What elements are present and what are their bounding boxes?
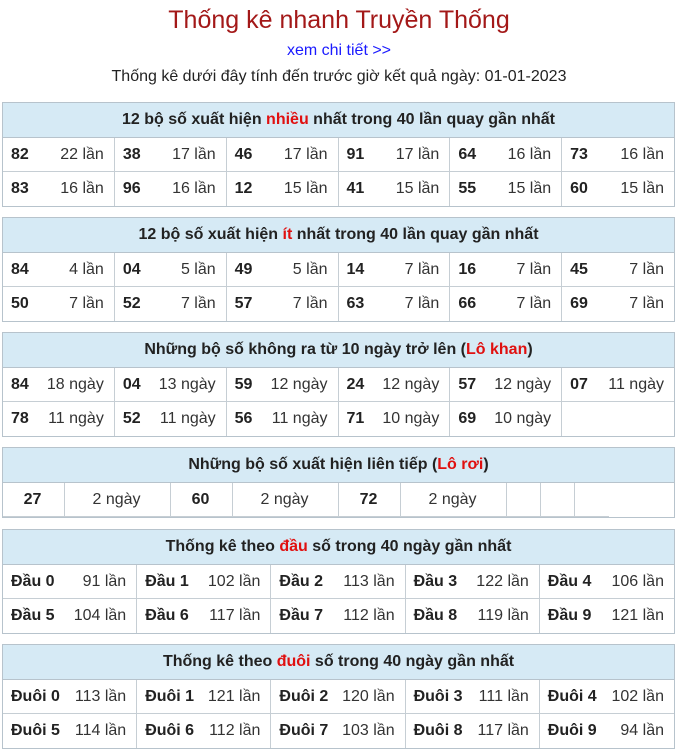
stat-value: 17 lần (283, 145, 328, 163)
stat-cell (339, 368, 451, 402)
head-digit-grid (3, 565, 674, 633)
stat-value: 18 ngày (46, 375, 104, 393)
stat-key: Đầu 1 (145, 572, 189, 590)
stat-value: 10 ngày (382, 410, 440, 427)
roi-value: 2 ngày (401, 483, 507, 517)
stat-key: Đầu 4 (547, 572, 592, 590)
stat-key: 55 (458, 180, 477, 197)
stat-value: 122 lần (476, 572, 529, 590)
stat-cell (406, 565, 540, 599)
stat-cell (562, 172, 674, 206)
stat-value: 7 lần (69, 295, 104, 312)
stat-key: 04 (122, 375, 141, 393)
stat-value: 17 lần (395, 145, 440, 163)
stat-value: 102 lần (611, 687, 664, 705)
stat-cell (540, 714, 674, 748)
stat-cell (115, 138, 227, 172)
stat-cell (115, 172, 227, 206)
stat-key: Đầu 8 (413, 607, 458, 624)
stat-key: 63 (346, 295, 365, 312)
stat-cell (3, 138, 115, 172)
stat-cell (3, 253, 115, 287)
stat-key: 57 (234, 295, 253, 312)
roi-key: 27 (3, 483, 65, 517)
stat-key: 49 (234, 260, 253, 278)
stat-key: 38 (122, 145, 141, 163)
stat-cell (339, 287, 451, 321)
stat-value: 13 ngày (158, 375, 216, 393)
stat-key: 78 (11, 410, 29, 427)
empty-cell (541, 483, 575, 517)
stat-key: 56 (234, 410, 253, 427)
stat-cell (339, 402, 451, 436)
stat-value: 121 lần (611, 607, 664, 624)
stat-key: Đầu 0 (11, 572, 55, 590)
roi-value: 2 ngày (65, 483, 171, 517)
stat-value: 12 ngày (382, 375, 440, 393)
stat-key: 45 (570, 260, 588, 278)
stat-value: 114 lần (74, 722, 127, 739)
stat-value: 7 lần (180, 295, 216, 312)
lo-roi-grid (3, 483, 674, 517)
stat-cell (115, 368, 227, 402)
stat-cell (450, 253, 562, 287)
stat-key: 59 (234, 375, 253, 393)
stat-value: 10 ngày (494, 410, 552, 427)
stat-key: Đầu 9 (547, 607, 592, 624)
lo-roi-header: Những bộ số xuất hiện liên tiếp (Lô rơi) (3, 448, 674, 483)
stat-value: 15 lần (283, 180, 328, 197)
stat-key: 64 (458, 145, 477, 163)
stat-value: 117 lần (477, 722, 529, 739)
stat-key: Đầu 6 (145, 607, 189, 624)
stat-key: 96 (122, 180, 141, 197)
stat-value: 121 lần (207, 687, 261, 705)
stat-key: 83 (11, 180, 29, 197)
stat-key: 91 (346, 145, 365, 163)
stat-value: 16 lần (172, 180, 216, 197)
stat-cell (339, 253, 451, 287)
stat-value: 15 lần (507, 180, 552, 197)
stat-key: 84 (11, 375, 29, 393)
stat-value: 113 lần (74, 687, 127, 705)
stat-cell (271, 714, 405, 748)
stat-cell (450, 287, 562, 321)
stat-cell (115, 287, 227, 321)
roi-key: 72 (339, 483, 401, 517)
stat-key: Đầu 2 (279, 572, 323, 590)
stat-cell (450, 368, 562, 402)
stat-value: 112 lần (343, 607, 395, 624)
stat-cell (227, 172, 339, 206)
stat-key: 60 (570, 180, 588, 197)
stat-value: 15 lần (395, 180, 440, 197)
least-frequent-section (2, 217, 675, 322)
lo-roi-section (2, 447, 675, 518)
stat-key: Đuôi 5 (11, 722, 60, 739)
stat-value: 7 lần (404, 260, 440, 278)
lo-khan-section (2, 332, 675, 437)
stat-key: 16 (458, 260, 477, 278)
page-title: Thống kê nhanh Truyền Thống (168, 6, 510, 34)
tail-digit-section (2, 644, 675, 749)
stat-cell (227, 368, 339, 402)
stat-key: 71 (346, 410, 365, 427)
stat-cell (137, 714, 271, 748)
stat-key: 66 (458, 295, 477, 312)
stat-key: 52 (122, 295, 141, 312)
stat-cell (562, 138, 674, 172)
stat-cell (3, 565, 137, 599)
stat-value: 111 lần (478, 687, 529, 705)
stat-key: 69 (570, 295, 588, 312)
stat-key: Đuôi 7 (279, 722, 329, 739)
stat-key: 14 (346, 260, 365, 278)
stat-key: Đuôi 3 (413, 687, 463, 705)
stat-key: 50 (11, 295, 29, 312)
stat-value: 22 lần (60, 145, 104, 163)
stat-key: 69 (458, 410, 477, 427)
stat-value: 17 lần (172, 145, 216, 163)
stat-cell (562, 287, 674, 321)
stat-value: 11 ngày (159, 410, 216, 427)
stat-cell (3, 680, 137, 714)
stat-key: 04 (122, 260, 141, 278)
stat-key: Đuôi 4 (547, 687, 597, 705)
stat-value: 7 lần (629, 260, 664, 278)
stat-cell (271, 599, 405, 633)
stat-cell (137, 680, 271, 714)
stat-cell (562, 253, 674, 287)
stat-value: 104 lần (73, 607, 127, 624)
stat-value: 7 lần (404, 295, 440, 312)
stat-cell (540, 599, 674, 633)
stat-cell (339, 172, 451, 206)
most-frequent-header: 12 bộ số xuất hiện nhiều nhất trong 40 lần quay gần nhất (3, 103, 674, 138)
stat-cell (115, 253, 227, 287)
stat-cell (137, 565, 271, 599)
stat-value: 106 lần (611, 572, 664, 590)
stat-value: 16 lần (507, 145, 552, 163)
stat-key: 46 (234, 145, 253, 163)
stat-value: 12 ngày (494, 375, 552, 393)
stat-key: Đuôi 9 (547, 722, 597, 739)
view-details-link[interactable]: xem chi tiết >> (286, 42, 392, 59)
stat-value: 7 lần (629, 295, 664, 312)
stat-key: 73 (570, 145, 588, 163)
stat-value: 5 lần (292, 260, 328, 278)
stat-cell (3, 287, 115, 321)
stat-value: 113 lần (343, 572, 395, 590)
date-note: Thống kê dưới đây tính đến trước giờ kết quả ngày: 01-01-2023 (111, 68, 567, 85)
most-frequent-section (2, 102, 675, 207)
stat-cell (406, 714, 540, 748)
stat-cell (227, 138, 339, 172)
least-frequent-header: 12 bộ số xuất hiện ít nhất trong 40 lần quay gần nhất (3, 218, 674, 253)
stat-value: 7 lần (516, 295, 552, 312)
head-digit-header: Thống kê theo đầu số trong 40 ngày gần nhất (3, 530, 674, 565)
stat-cell (227, 287, 339, 321)
stat-cell (540, 680, 674, 714)
stat-cell (540, 565, 674, 599)
stat-cell (450, 402, 562, 436)
stat-value: 12 ngày (270, 375, 328, 393)
head-digit-section (2, 529, 675, 634)
stat-key: Đầu 7 (279, 607, 323, 624)
stat-key: 57 (458, 375, 477, 393)
stat-key: Đuôi 2 (279, 687, 329, 705)
stat-cell (271, 680, 405, 714)
stat-value: 94 lần (620, 722, 664, 739)
stat-cell (339, 138, 451, 172)
roi-key: 60 (171, 483, 233, 517)
lo-khan-grid (3, 368, 674, 436)
stat-value: 7 lần (516, 260, 552, 278)
stat-key: Đuôi 1 (145, 687, 195, 705)
stat-value: 7 lần (292, 295, 328, 312)
most-frequent-grid (3, 138, 674, 206)
stat-value: 11 ngày (271, 410, 328, 427)
roi-value: 2 ngày (233, 483, 339, 517)
stat-value: 16 lần (620, 145, 664, 163)
stat-cell (3, 368, 115, 402)
stat-cell (137, 599, 271, 633)
stat-cell (406, 680, 540, 714)
stat-value: 4 lần (69, 260, 104, 278)
stat-value: 117 lần (209, 607, 261, 624)
empty-cell (507, 483, 541, 517)
stat-value: 5 lần (180, 260, 216, 278)
stat-value: 119 lần (477, 607, 529, 624)
stat-cell (3, 714, 137, 748)
stat-key: 07 (570, 375, 588, 393)
tail-digit-grid (3, 680, 674, 748)
stat-value: 11 ngày (608, 375, 664, 393)
stat-cell (406, 599, 540, 633)
stat-cell (227, 253, 339, 287)
stat-key: Đầu 5 (11, 607, 55, 624)
stat-cell (227, 402, 339, 436)
stat-key: 41 (346, 180, 365, 197)
stat-cell (115, 402, 227, 436)
stat-value: 15 lần (620, 180, 664, 197)
stat-value: 11 ngày (48, 410, 104, 427)
stat-cell (562, 402, 674, 436)
stat-key: 82 (11, 145, 29, 163)
stat-cell (450, 172, 562, 206)
stat-key: Đầu 3 (413, 572, 458, 590)
least-frequent-grid (3, 253, 674, 321)
stat-key: Đuôi 6 (145, 722, 195, 739)
stat-value: 91 lần (82, 572, 127, 590)
stat-key: 84 (11, 260, 29, 278)
stat-value: 120 lần (342, 687, 395, 705)
stat-key: Đuôi 8 (413, 722, 463, 739)
stat-key: 12 (234, 180, 253, 197)
stat-cell (562, 368, 674, 402)
stat-cell (271, 565, 405, 599)
lo-khan-header: Những bộ số không ra từ 10 ngày trở lên (Lô khan) (3, 333, 674, 368)
stat-cell (3, 599, 137, 633)
stat-cell (3, 172, 115, 206)
empty-cell (575, 483, 609, 517)
stat-value: 102 lần (207, 572, 261, 590)
tail-digit-header: Thống kê theo đuôi số trong 40 ngày gần nhất (3, 645, 674, 680)
stat-key: 24 (346, 375, 365, 393)
stat-value: 16 lần (60, 180, 104, 197)
stat-key: Đuôi 0 (11, 687, 60, 705)
stat-cell (450, 138, 562, 172)
stat-value: 103 lần (342, 722, 395, 739)
stat-value: 112 lần (209, 722, 261, 739)
stat-key: 52 (122, 410, 141, 427)
stat-cell (3, 402, 115, 436)
